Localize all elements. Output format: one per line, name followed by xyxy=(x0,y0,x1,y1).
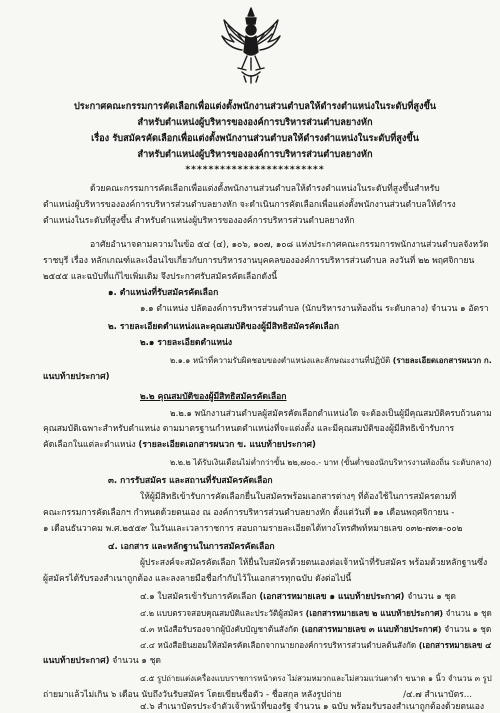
intro-line-1: ด้วยคณะกรรมการคัดเลือกเพื่อแต่งตั้งพนักงานส่วนตำบลให้ดำรงตำแหน่งในระดับที่สูงขึ้นสำหรับ xyxy=(90,184,440,194)
section-3-heading: ๓. การรับสมัคร และสถานที่รับสมัครคัดเลือก xyxy=(108,476,273,486)
section-2-2-heading: ๒.๒ คุณสมบัติของผู้มีสิทธิสมัครคัดเลือก xyxy=(140,392,287,402)
intro-line-5: ราชบุรี เรื่อง หลักเกณฑ์และเงื่อนไขเกี่ยวกับการบริหารงานบุคคลขององค์การบริหารส่วนตำบล ลงวันที่ ๒๒ พฤศจิกายน xyxy=(43,256,475,266)
section-4-4-cont xyxy=(43,655,161,667)
section-4-line-2: ผู้สมัครได้รับรองสำเนาถูกต้อง และลงลายมือชื่อกำกับไว้ในเอกสารทุกฉบับ ดังต่อไปนี้ xyxy=(43,574,352,584)
section-2-2-1-ref: (รายละเอียดเอกสารผนวก ข. แนบท้ายประกาศ) xyxy=(138,440,316,450)
section-4-2-ref: (เอกสารหมายเลข ๒ แนบท้ายประกาศ) xyxy=(305,608,444,618)
section-2-heading: ๒. รายละเอียดตำแหน่งและคุณสมบัติของผู้มีสิทธิสมัครคัดเลือก xyxy=(108,322,340,332)
section-4-3-qty: จำนวน ๑ ชุด xyxy=(441,624,492,634)
section-4-2-qty: จำนวน ๑ ชุด xyxy=(443,608,492,618)
section-4-4-qty: จำนวน ๑ ชุด xyxy=(109,656,161,666)
section-2-2-1-line-1: ๒.๒.๑ พนักงานส่วนตำบลผู้สมัครคัดเลือกตำแหน่งใด จะต้องเป็นผู้มีคุณสมบัติครบถ้วนตาม xyxy=(170,408,492,418)
intro-line-4: อาศัยอำนาจตามความในข้อ ๕๔ (๔), ๑๐๖, ๑๐๗, ๑๐๘ แห่งประกาศคณะกรรมการพนักงานส่วนตำบลจังหวัด xyxy=(90,240,489,250)
section-4-2 xyxy=(140,607,492,619)
section-2-1-1-ref-cont: แนบท้ายประกาศ) xyxy=(43,372,110,382)
section-4-6: ๔.๖ สำเนาบัตรประจำตัวเจ้าหน้าที่ของรัฐ จำนวน ๑ ฉบับ พร้อมรับรองสำเนาถูกต้องด้วยตนเอง xyxy=(140,702,485,712)
title-separator: ************************ xyxy=(185,164,325,175)
section-3-line-1: ให้ผู้มีสิทธิเข้ารับการคัดเลือกยื่นใบสมัครพร้อมเอกสารต่างๆ ที่ต้องใช้ในการสมัครตามที่ xyxy=(140,492,457,502)
section-4-line-1: ผู้ประสงค์จะสมัครคัดเลือก ให้ยื่นใบสมัครด้วยตนเองต่อเจ้าหน้าที่รับสมัคร พร้อมด้วยหลักฐานซึ่ง xyxy=(140,558,488,568)
section-4-heading: ๔. เอกสาร และหลักฐานในการสมัครคัดเลือก xyxy=(108,542,275,552)
section-4-4 xyxy=(140,639,491,651)
section-3-line-2: คณะกรรมการคัดเลือกฯ กำหนดด้วยตนเอง ณ องค์การบริหารส่วนตำบลยางหัก ตั้งแต่วันที่ ๑๑ เดือนพฤศจิกายน - xyxy=(43,508,455,518)
section-2-2-1-text: คัดเลือกในแต่ละตำแหน่ง xyxy=(43,440,139,450)
section-4-5-line-2: ถ่ายมาแล้วไม่เกิน ๖ เดือน นับถึงวันรับสมัคร โดยเขียนชื่อตัว - ชื่อสกุล หลังรูปถ่าย xyxy=(43,690,342,700)
title-line-3: เรื่อง รับสมัครคัดเลือกเพื่อแต่งตั้งพนักงานส่วนตำบลให้ดำรงตำแหน่งในระดับที่สูงขึ้น xyxy=(91,133,419,144)
garuda-emblem xyxy=(220,6,282,84)
section-3-line-3: ๑ เดือนธันวาคม พ.ศ.๒๕๕๙ ในวันและเวลาราชการ สอบถามรายละเอียดได้ทางโทรศัพท์หมายเลข ๐๓๒-๗๓๑-๐๐๒ xyxy=(43,524,463,534)
title-line-2: สำหรับตำแหน่งผู้บริหารขององค์การบริหารส่วนตำบลยางหัก xyxy=(137,117,373,128)
section-4-4-text: ๔.๔ หนังสือยินยอมให้สมัครคัดเลือกจากนายกองค์การบริหารส่วนตำบลต้นสังกัด xyxy=(140,640,419,650)
section-4-1-qty: จำนวน ๑ ชุด xyxy=(404,592,456,602)
section-2-1-heading: ๒.๑ รายละเอียดตำแหน่ง xyxy=(140,338,233,348)
section-1-item: ๑.๑ ตำแหน่ง ปลัดองค์การบริหารส่วนตำบล (นักบริหารงานท้องถิ่น ระดับกลาง) จำนวน ๑ อัตรา xyxy=(140,304,489,314)
intro-line-3: ตำแหน่งในระดับที่สูงขึ้น สำหรับตำแหน่งผู้บริหารขององค์การบริหารส่วนตำบลยางหัก xyxy=(43,216,355,226)
section-4-4-ref-cont: แนบท้ายประกาศ) xyxy=(43,656,110,666)
section-4-4-ref: (เอกสารหมายเลข ๔ xyxy=(418,640,492,650)
section-1-heading: ๑. ตำแหน่งที่รับสมัครคัดเลือก xyxy=(108,288,219,298)
section-4-3-text: ๔.๓ หนังสือรับรองจากผู้บังคับบัญชาต้นสังกัด xyxy=(140,624,302,634)
section-4-1 xyxy=(140,591,456,603)
page-continuation: /๔.๗ สำเนาบัตร... xyxy=(403,690,472,700)
section-2-2-1-line-2: คุณสมบัติเฉพาะสำหรับตำแหน่ง ตามมาตรฐานกำหนดตำแหน่งที่จะแต่งตั้ง และมีคุณสมบัติของผู้มีสิทธิเข้ารับการ xyxy=(43,424,455,434)
title-line-1: ประกาศคณะกรรมการคัดเลือกเพื่อแต่งตั้งพนักงานส่วนตำบลให้ดำรงตำแหน่งในระดับที่สูงขึ้น xyxy=(73,101,437,112)
section-2-2-2: ๒.๒.๒ ได้รับเงินเดือนไม่ต่ำกว่าขั้น ๒๒,๗๐๐.- บาท (ขั้นต่ำของนักบริหารงานท้องถิ่น ระดับกลาง) xyxy=(170,458,492,467)
intro-line-6: ๒๕๔๕ และฉบับที่แก้ไขเพิ่มเติม จึงประกาศรับสมัครคัดเลือกดังนี้ xyxy=(43,272,278,282)
section-4-1-text: ๔.๑ ใบสมัครเข้ารับการคัดเลือก xyxy=(140,592,260,602)
section-4-2-text: ๔.๒ แบบตรวจสอบคุณสมบัติและประวัติผู้สมัคร xyxy=(140,608,306,618)
section-4-1-ref: (เอกสารหมายเลข ๑ แนบท้ายประกาศ) xyxy=(259,592,405,602)
title-line-4: สำหรับตำแหน่งผู้บริหารขององค์การบริหารส่วนตำบลยางหัก xyxy=(137,149,373,160)
section-2-2-1-line-3 xyxy=(43,439,316,451)
section-2-1-1-ref: (รายละเอียดเอกสารผนวก ก. xyxy=(392,356,492,365)
section-4-3 xyxy=(140,623,491,635)
intro-line-2: ตำแหน่งผู้บริหารขององค์การบริหารส่วนตำบลยางหัก จะดำเนินการคัดเลือกเพื่อแต่งตั้งพนักงานส่วนตำบลให้ดำรง xyxy=(43,200,456,210)
section-4-3-ref: (เอกสารหมายเลข ๓ แนบท้ายประกาศ) xyxy=(301,624,442,634)
section-2-1-1 xyxy=(170,355,492,367)
section-2-1-1-text: ๒.๑.๑ หน้าที่ความรับผิดชอบของตำแหน่งและลักษณะงานที่ปฏิบัติ xyxy=(170,356,393,365)
section-4-5-line-1: ๔.๕ รูปถ่ายแต่งเครื่องแบบราชการหน้าตรง ไม่สวมหมวกและไม่สวมแว่นตาดำ ขนาด ๑ นิ้ว จำนวน ๓ รูป xyxy=(140,674,492,683)
